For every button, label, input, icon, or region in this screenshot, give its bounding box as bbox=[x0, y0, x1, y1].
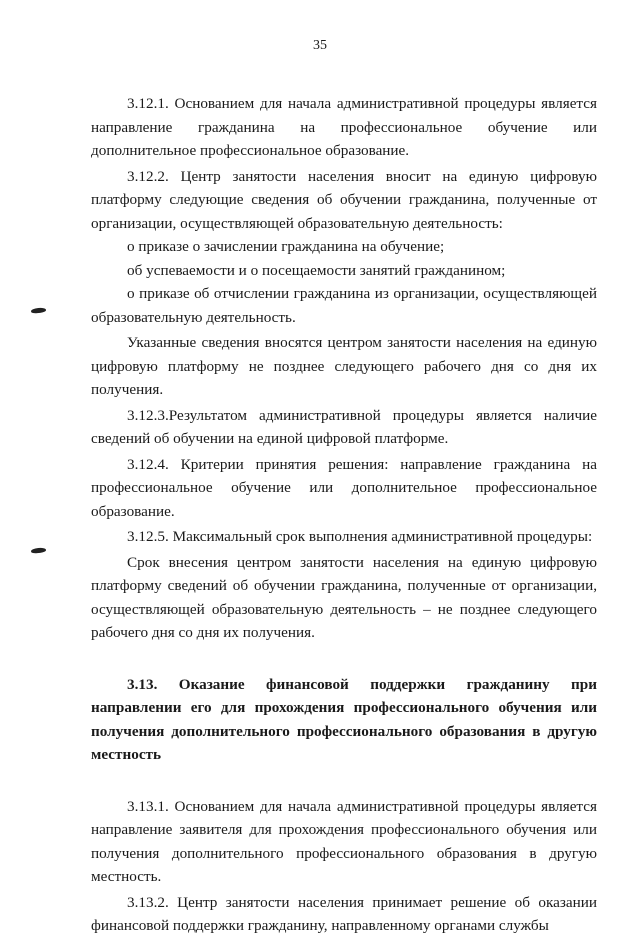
paragraph-3-13-1: 3.13.1. Основанием для начала административной процедуры является направление заявителя для прохождения профессионального обучения или получения дополнительного профессионального образования в другую местность. bbox=[91, 797, 597, 885]
paragraph-3-12-2: 3.12.2. Центр занятости населения вносит на единую цифровую платформу следующие сведения об обучении гражданина, полученные от организации, осуществляющей образовательную деятельность: bbox=[91, 167, 597, 232]
paragraph-3-13-2: 3.13.2. Центр занятости населения принимает решение об оказании финансовой поддержки гражданину, направленному органами службы bbox=[91, 893, 597, 934]
page-number: 35 bbox=[313, 38, 327, 53]
list-item: о приказе о зачислении гражданина на обучение; bbox=[127, 238, 445, 255]
paragraph: Указанные сведения вносятся центром занятости населения на единую цифровую платформу не позднее следующего рабочего дня со дня их получения. bbox=[91, 334, 597, 398]
paragraph-3-12-4: 3.12.4. Критерии принятия решения: направление гражданина на профессиональное обучение или дополнительное профессиональное образование. bbox=[91, 455, 597, 520]
margin-mark bbox=[31, 307, 46, 314]
list-item: об успеваемости и о посещаемости занятий гражданином; bbox=[127, 261, 506, 279]
section-heading-3-13: 3.13. Оказание финансовой поддержки гражданину при направлении его для прохождения профессионального обучения или получения дополнительного профессионального образования в другую местность bbox=[91, 675, 597, 763]
paragraph-3-12-5: 3.12.5. Максимальный срок выполнения административной процедуры: bbox=[127, 528, 593, 545]
paragraph-3-12-3: 3.12.3.Результатом административной процедуры является наличие сведений об обучении на единой цифровой платформе. bbox=[91, 406, 597, 447]
paragraph: Срок внесения центром занятости населения на единую цифровую платформу сведений об обучении гражданина, полученные от организации, осуществляющей образовательную деятельность – не позднее следующего рабочего дня со дня их получения. bbox=[91, 553, 597, 641]
list-item: о приказе об отчислении гражданина из организации, осуществляющей образовательную деятельность. bbox=[91, 285, 597, 326]
margin-mark bbox=[31, 547, 46, 554]
document-body bbox=[91, 92, 597, 938]
paragraph-3-12-1: 3.12.1. Основанием для начала административной процедуры является направление гражданина на профессиональное обучение или дополнительное профессиональное образование. bbox=[91, 95, 597, 159]
